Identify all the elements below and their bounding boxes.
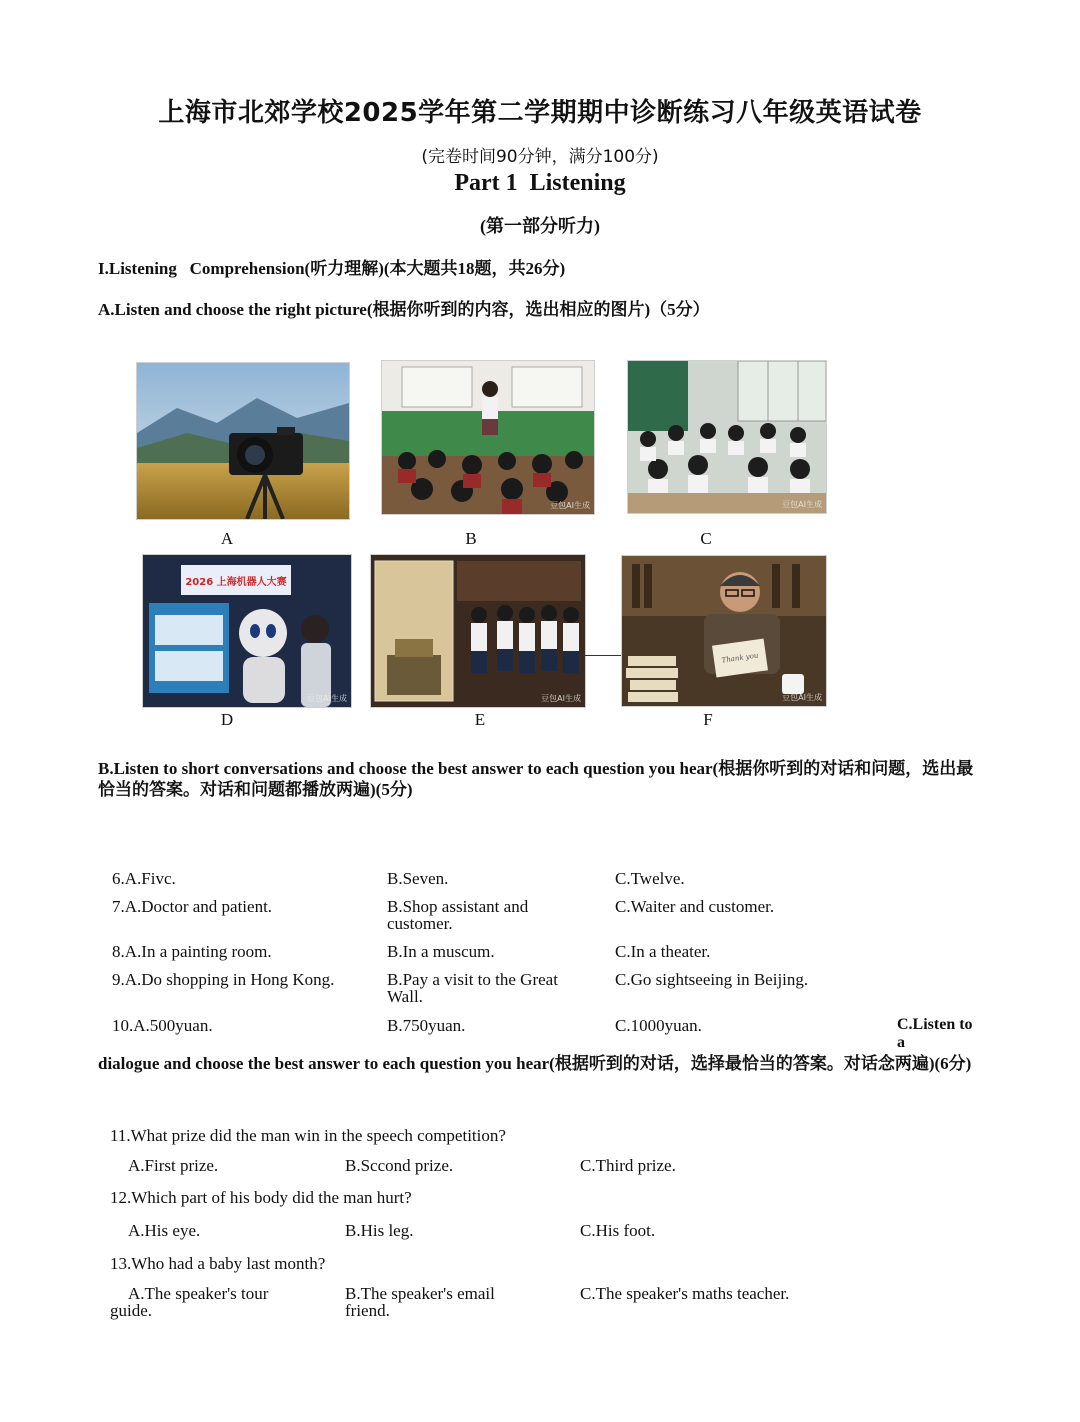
q7-option-c: C.Waiter and customer. bbox=[615, 897, 775, 916]
q6-option-c: C.Twelve. bbox=[615, 869, 685, 888]
q12-option-a: A.His eye. bbox=[128, 1221, 201, 1240]
q13-option-c: C.The speaker's maths teacher. bbox=[580, 1284, 790, 1303]
museum-visit-image bbox=[371, 555, 585, 707]
robot-expo-image bbox=[143, 555, 351, 707]
camera-landscape-image bbox=[137, 363, 349, 519]
q8-option-c: C.In a theater. bbox=[615, 942, 711, 961]
picture-a bbox=[136, 362, 350, 520]
q12-option-b: B.His leg. bbox=[345, 1221, 414, 1240]
q10-option-b: B.750yuan. bbox=[387, 1016, 466, 1035]
q9-option-c: C.Go sightseeing in Beijing. bbox=[615, 970, 809, 989]
picture-b bbox=[381, 360, 595, 515]
q11-option-c: C.Third prize. bbox=[580, 1156, 676, 1175]
q10-option-c: C.1000yuan. bbox=[615, 1016, 702, 1035]
section-c-heading: dialogue and choose the best answer to each question you hear(根据听到的对话，选择最恰当的答案。对话念两遍)(6分) bbox=[98, 1054, 972, 1073]
man-reading-card-image bbox=[622, 556, 826, 706]
q8-option-a: 8.A.In a painting room. bbox=[112, 942, 272, 961]
picture-c bbox=[627, 360, 827, 514]
picture-label-a: A bbox=[220, 529, 234, 548]
q12-option-c: C.His foot. bbox=[580, 1221, 656, 1240]
q9-option-b: B.Pay a visit to the Great Wall. bbox=[387, 970, 558, 1006]
q9-option-a: 9.A.Do shopping in Hong Kong. bbox=[112, 970, 335, 989]
exam-title: 上海市北郊学校2025学年第二学期期中诊断练习八年级英语试卷 bbox=[158, 98, 922, 128]
section-b-heading: B.Listen to short conversations and choose the best answer to each question you hear(根据你听到的对话和问题，选出最恰当的答案。对话和问题都播放两遍)(5分) bbox=[98, 759, 974, 799]
picture-label-b: B bbox=[465, 529, 477, 548]
q11-question: 11.What prize did the man win in the speech competition? bbox=[110, 1126, 506, 1145]
q13-question: 13.Who had a baby last month? bbox=[110, 1254, 326, 1273]
students-classroom-image bbox=[628, 361, 826, 513]
part-title: Part 1 Listening bbox=[454, 170, 626, 196]
picture-d-watermark: 豆包AI生成 bbox=[307, 694, 347, 703]
picture-e bbox=[370, 554, 586, 708]
picture-e-watermark: 豆包AI生成 bbox=[541, 694, 581, 703]
classroom-speech-image bbox=[382, 361, 594, 514]
picture-label-f: F bbox=[703, 710, 713, 729]
section-c-heading-start: C.Listen to a bbox=[897, 1016, 973, 1051]
picture-label-d: D bbox=[220, 710, 234, 729]
q7-option-b: B.Shop assistant and customer. bbox=[387, 897, 529, 933]
picture-f bbox=[621, 555, 827, 707]
q6-option-a: 6.A.Fivc. bbox=[112, 869, 176, 888]
section-i-heading: I.Listening Comprehension(听力理解)(本大题共18题，共26分) bbox=[98, 259, 566, 278]
picture-f-watermark: 豆包AI生成 bbox=[782, 693, 822, 702]
section-a-heading: A.Listen and choose the right picture(根据你听到的内容，选出相应的图片)（5分） bbox=[98, 300, 710, 319]
q8-option-b: B.In a muscum. bbox=[387, 942, 495, 961]
q10-option-a: 10.A.500yuan. bbox=[112, 1016, 213, 1035]
picture-b-watermark: 豆包AI生成 bbox=[550, 501, 590, 510]
thank-you-card-text: Thank you bbox=[721, 651, 759, 665]
q6-option-b: B.Seven. bbox=[387, 869, 449, 888]
q7-option-a: 7.A.Doctor and patient. bbox=[112, 897, 273, 916]
q11-option-a: A.First prize. bbox=[128, 1156, 219, 1175]
picture-label-c: C bbox=[700, 529, 712, 548]
q13-option-a: A.The speaker's tour guide. bbox=[110, 1284, 269, 1320]
q11-option-b: B.Sccond prize. bbox=[345, 1156, 454, 1175]
robot-expo-banner: 2026 上海机器人大赛 bbox=[185, 577, 287, 588]
q13-option-b: B.The speaker's email friend. bbox=[345, 1284, 495, 1320]
picture-connector-line bbox=[584, 655, 621, 656]
exam-duration-note: (完卷时间90分钟，满分100分) bbox=[421, 147, 659, 167]
picture-c-watermark: 豆包AI生成 bbox=[782, 500, 822, 509]
q12-question: 12.Which part of his body did the man hurt? bbox=[110, 1188, 412, 1207]
picture-label-e: E bbox=[474, 710, 486, 729]
part-subtitle: (第一部分听力) bbox=[480, 216, 600, 236]
picture-d bbox=[142, 554, 352, 708]
